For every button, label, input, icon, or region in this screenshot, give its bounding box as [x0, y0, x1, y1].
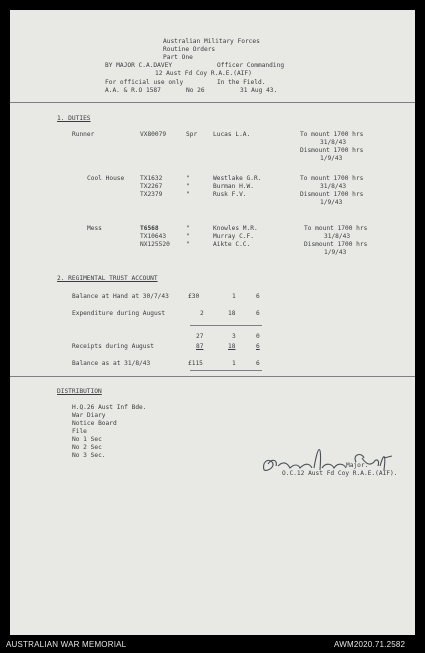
soldier-name: Murray C.F. — [213, 233, 254, 240]
amount-shillings: 18 — [228, 310, 236, 317]
ditto-mark: " — [186, 241, 190, 248]
duty-note: To mount 1700 hrs — [300, 131, 364, 138]
service-number: TX2379 — [140, 191, 163, 198]
duty-note: To mount 1700 hrs — [300, 175, 364, 182]
ditto-mark: " — [186, 233, 190, 240]
signatory-unit: O.C.12 Aust Fd Coy R.A.E.(AIF). — [282, 470, 398, 477]
soldier-name: Burman H.W. — [213, 183, 254, 190]
soldier-name: Aikte C.C. — [213, 241, 251, 248]
duties-heading: 1. DUTIES — [57, 115, 91, 122]
soldier-name: Lucas L.A. — [213, 131, 251, 138]
duty-note: 31/8/43 — [324, 233, 351, 240]
service-number: VX80079 — [140, 131, 167, 138]
duty-note: Dismount 1700 hrs — [304, 241, 368, 248]
distribution-item: H.Q.26 Aust Inf Bde. — [72, 404, 147, 411]
amount-shillings: 1 — [232, 360, 236, 367]
divider — [10, 376, 415, 377]
total-rule — [190, 370, 262, 371]
order-number: No 26 — [186, 87, 205, 94]
service-number: TX1632 — [140, 175, 163, 182]
distribution-heading: DISTRIBUTION — [57, 388, 102, 395]
soldier-name: Knowles M.R. — [213, 225, 258, 232]
amount-pence: 6 — [256, 360, 260, 367]
header-office: Officer Commanding — [217, 62, 285, 69]
header-location: In the Field. — [217, 79, 266, 86]
service-number: T6568 — [140, 225, 159, 232]
service-number: TX2267 — [140, 183, 163, 190]
header-line-1: Australian Military Forces — [163, 38, 260, 45]
duty-role: Mess — [87, 225, 102, 232]
soldier-name: Rusk F.V. — [213, 191, 247, 198]
header-issuer: BY MAJOR C.A.DAVEY — [105, 62, 173, 69]
account-label: Receipts during August — [72, 343, 154, 350]
document-page — [10, 10, 415, 635]
distribution-item: File — [72, 428, 87, 435]
signatory-rank: Major. — [346, 462, 369, 469]
account-label: Balance at Hand at 30/7/43 — [72, 293, 169, 300]
distribution-item: Notice Board — [72, 420, 117, 427]
header-classification: For official use only — [105, 79, 184, 86]
amount-pounds: 27 — [196, 333, 204, 340]
duty-note: To mount 1700 hrs — [304, 225, 368, 232]
account-label: Balance as at 31/8/43 — [72, 360, 151, 367]
duty-role: Cool House — [87, 175, 125, 182]
account-label: Expenditure during August — [72, 310, 166, 317]
amount-pence: 0 — [256, 333, 260, 340]
header-reference: A.A. & R.O 1587 — [105, 87, 161, 94]
amount-pence: 6 — [256, 310, 260, 317]
account-heading: 2. REGIMENTAL TRUST ACCOUNT — [57, 275, 158, 282]
duty-note: 31/8/43 — [320, 183, 347, 190]
order-date: 31 Aug 43. — [240, 87, 278, 94]
amount-pence: 6 — [256, 293, 260, 300]
divider — [10, 102, 415, 103]
amount-pounds: £115 — [188, 360, 203, 367]
ditto-mark: " — [186, 183, 190, 190]
amount-pounds: 2 — [200, 310, 204, 317]
distribution-item: No 1 Sec — [72, 436, 102, 443]
amount-pounds: £30 — [188, 293, 200, 300]
distribution-item: War Diary — [72, 412, 106, 419]
header-unit: 12 Aust Fd Coy R.A.E.(AIF) — [155, 70, 252, 77]
rank: Spr — [186, 131, 198, 138]
header-line-2: Routine Orders — [163, 46, 216, 53]
header-line-3: Part One — [163, 54, 193, 61]
duty-role: Runner — [72, 131, 95, 138]
accession-number: AWM2020.71.2582 — [334, 640, 406, 649]
duty-note: 31/8/43 — [320, 139, 347, 146]
service-number: TX10643 — [140, 233, 167, 240]
duty-note: 1/9/43 — [320, 199, 343, 206]
duty-note: 1/9/43 — [320, 155, 343, 162]
duty-note: Dismount 1700 hrs — [300, 147, 364, 154]
service-number: NX125520 — [140, 241, 170, 248]
ditto-mark: " — [186, 225, 190, 232]
amount-shillings: 3 — [232, 333, 236, 340]
duty-note: 1/9/43 — [324, 249, 347, 256]
ditto-mark: " — [186, 191, 190, 198]
amount-pounds: 87 — [196, 343, 204, 350]
duty-note: Dismount 1700 hrs — [300, 191, 364, 198]
amount-pence: 6 — [256, 343, 260, 350]
archive-credit: AUSTRALIAN WAR MEMORIAL — [6, 640, 127, 649]
amount-shillings: 18 — [228, 343, 236, 350]
ditto-mark: " — [186, 175, 190, 182]
soldier-name: Westlake G.R. — [213, 175, 262, 182]
sum-rule — [190, 325, 262, 326]
distribution-item: No 3 Sec. — [72, 452, 106, 459]
amount-shillings: 1 — [232, 293, 236, 300]
distribution-item: No 2 Sec — [72, 444, 102, 451]
